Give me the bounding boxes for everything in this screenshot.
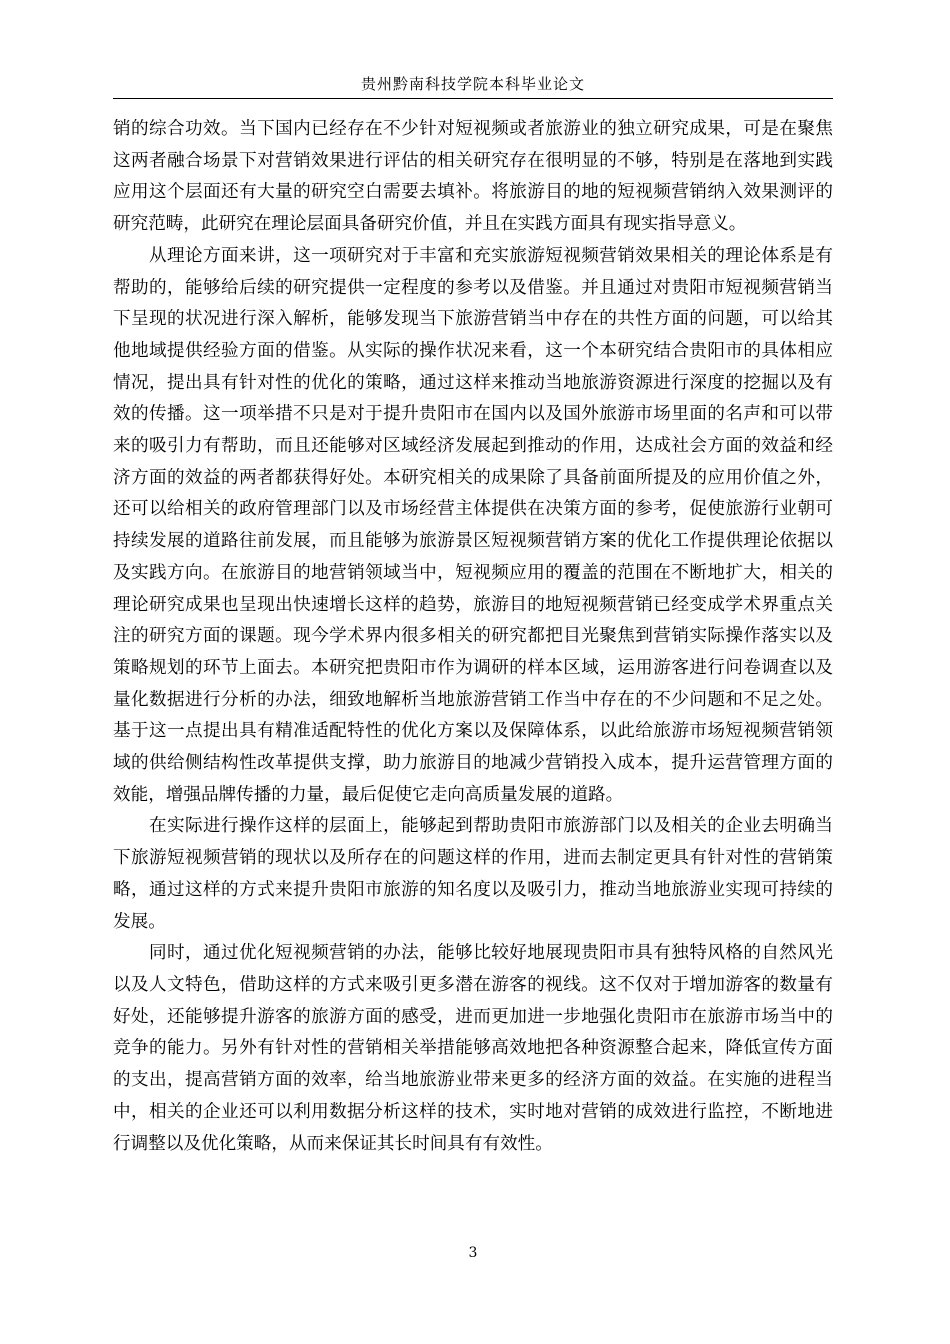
- page-number: 3: [468, 1245, 478, 1261]
- paragraph: 在实际进行操作这样的层面上，能够起到帮助贵阳市旅游部门以及相关的企业去明确当下旅游短视频营销的现状以及所存在的问题这样的作用，进而去制定更具有针对性的营销策略，通过这样的方式来提升贵阳市旅游的知名度以及吸引力，推动当地旅游业实现可持续的发展。: [113, 816, 833, 932]
- running-header: 贵州黔南科技学院本科毕业论文: [360, 75, 585, 93]
- paragraph: 从理论方面来讲，这一项研究对于丰富和充实旅游短视频营销效果相关的理论体系是有帮助的，能够给后续的研究提供一定程度的参考以及借鉴。并且通过对贵阳市短视频营销当下呈现的状况进行深入解析，能够发现当下旅游营销当中存在的共性方面的问题，可以给其他地域提供经验方面的借鉴。从实际的操作状况来看，这一个本研究结合贵阳市的具体相应情况，提出具有针对性的优化的策略，通过这样来推动当地旅游资源进行深度的挖掘以及有效的传播。这一项举措不只是对于提升贵阳市在国内以及国外旅游市场里面的名声和可以带来的吸引力有帮助，而且还能够对区域经济发展起到推动的作用，达成社会方面的效益和经济方面的效益的两者都获得好处。本研究相关的成果除了具备前面所提及的应用价值之外，还可以给相关的政府管理部门以及市场经营主体提供在决策方面的参考，促使旅游行业朝可持续发展的道路往前发展，而且能够为旅游景区短视频营销方案的优化工作提供理论依据以及实践方向。在旅游目的地营销领域当中，短视频应用的覆盖的范围在不断地扩大，相关的理论研究成果也呈现出快速增长这样的趋势，旅游目的地短视频营销已经变成学术界重点关注的研究方面的课题。现今学术界内很多相关的研究都把目光聚焦到营销实际操作落实以及策略规划的环节上面去。本研究把贵阳市作为调研的样本区域，运用游客进行问卷调查以及量化数据进行分析的办法，细致地解析当地旅游营销工作当中存在的不少问题和不足之处。基于这一点提出具有精准适配特性的优化方案以及保障体系，以此给旅游市场短视频营销领域的供给侧结构性改革提供支撑，助力旅游目的地减少营销投入成本，提升运营管理方面的效能，增强品牌传播的力量，最后促使它走向高质量发展的道路。: [113, 245, 833, 805]
- paragraph-continued: 销的综合功效。当下国内已经存在不少针对短视频或者旅游业的独立研究成果，可是在聚焦这两者融合场景下对营销效果进行评估的相关研究存在很明显的不够，特别是在落地到实践应用这个层面还有大量的研究空白需要去填补。将旅游目的地的短视频营销纳入效果测评的研究范畴，此研究在理论层面具备研究价值，并且在实践方面具有现实指导意义。: [113, 119, 833, 235]
- body-text: [113, 114, 833, 1160]
- paragraph: 同时，通过优化短视频营销的办法，能够比较好地展现贵阳市具有独特风格的自然风光以及人文特色，借助这样的方式来吸引更多潜在游客的视线。这不仅对于增加游客的数量有好处，还能够提升游客的旅游方面的感受，进而更加进一步地强化贵阳市在旅游市场当中的竞争的能力。另外有针对性的营销相关举措能够高效地把各种资源整合起来，降低宣传方面的支出，提高营销方面的效率，给当地旅游业带来更多的经济方面的效益。在实施的进程当中，相关的企业还可以利用数据分析这样的技术，实时地对营销的成效进行监控，不断地进行调整以及优化策略，从而来保证其长时间具有有效性。: [113, 943, 833, 1154]
- header-rule: [113, 98, 833, 99]
